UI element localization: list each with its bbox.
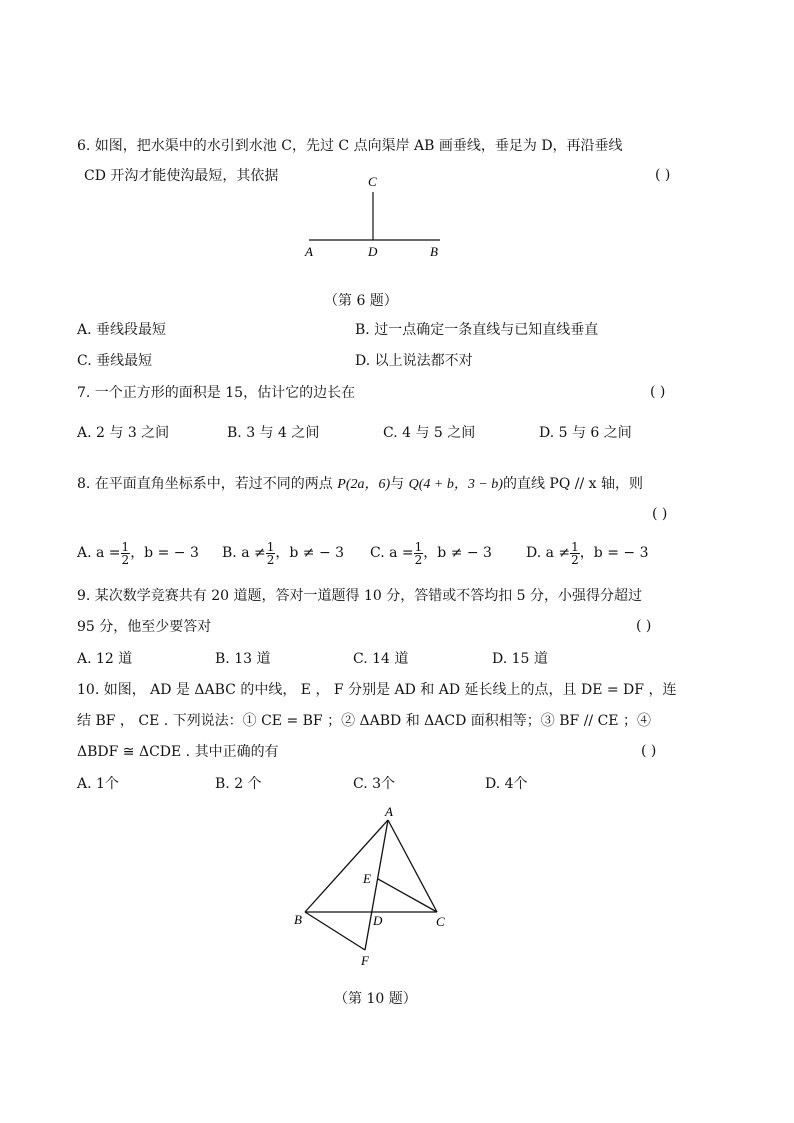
q9-stem-line2: 95 分，他至少要答对 (77, 619, 212, 635)
q7-stem: 7. 一个正方形的面积是 15，估计它的边长在 (77, 385, 356, 401)
q6-label-c: C (368, 174, 377, 189)
q10-label-e: E (363, 871, 371, 886)
q10-label-b: B (294, 912, 302, 927)
q8-option-b-fraction (266, 541, 276, 566)
q10-option-b: B. 2 个 (215, 776, 262, 792)
q9-option-c: C. 14 道 (353, 651, 409, 667)
q8-option-a-fraction (121, 541, 131, 566)
q8-option-b-post: ，b ≠ − 3 (275, 545, 345, 561)
fraction-denominator: 2 (414, 552, 423, 567)
q10-label-f: F (361, 953, 369, 968)
q6-caption: （第 6 题） (324, 293, 398, 309)
q8-stem (77, 475, 643, 494)
q10-stem-line2: 结 BF ， CE . 下列说法：① CE = BF ；② ΔABD 和 ΔACD 面积相等；③ BF // CE ；④ (77, 713, 651, 729)
q10-label-c: C (436, 914, 445, 929)
q10-segment-ab (305, 820, 388, 912)
q6-option-d: D. 以上说法都不对 (355, 353, 473, 369)
q8-option-d-pre: D. a ≠ (526, 545, 571, 561)
q8-option-b-pre: B. a ≠ (222, 545, 266, 561)
q10-stem-line1: 10. 如图， AD 是 ΔABC 的中线， E ， F 分别是 AD 和 AD 延长线上的点，且 DE = DF ，连 (77, 682, 677, 698)
q6-label-b: B (430, 244, 438, 259)
q10-caption: （第 10 题） (334, 991, 417, 1007)
q10-option-c: C. 3个 (353, 776, 396, 792)
q8-option-a-post: ，b = − 3 (130, 545, 199, 561)
fraction-numerator: 1 (266, 539, 275, 554)
q10-option-a: A. 1个 (77, 776, 119, 792)
q6-option-c: C. 垂线最短 (77, 353, 153, 369)
fraction-numerator: 1 (414, 539, 423, 554)
q8-option-a-pre: A. a = (77, 545, 121, 561)
fraction-numerator: 1 (571, 539, 579, 554)
q9-option-a: A. 12 道 (77, 651, 133, 667)
q8-point-q: Q(4 + b，3 − b) (408, 477, 503, 492)
q10-label-a: A (385, 804, 393, 819)
q8-option-c-fraction (414, 541, 424, 566)
q9-option-d: D. 15 道 (492, 651, 548, 667)
q8-option-c-pre: C. a = (370, 545, 414, 561)
q8-option-d-post: ，b = − 3 (579, 545, 649, 561)
q9-option-b: B. 13 道 (215, 651, 271, 667)
q9-stem-line1: 9. 某次数学竞赛共有 20 道题，答对一道题得 10 分，答错或不答均扣 5 分，小强得分超过 (77, 588, 643, 604)
q8-option-a (77, 538, 199, 568)
q8-stem-post: 的直线 PQ // x 轴，则 (502, 476, 643, 492)
q8-option-d (526, 538, 648, 568)
q8-option-c-post: ，b ≠ − 3 (423, 545, 492, 561)
q6-option-b: B. 过一点确定一条直线与已知直线垂直 (355, 322, 599, 338)
q8-point-p: P(2a，6) (337, 477, 391, 492)
q10-answer-paren: ( ) (641, 743, 657, 759)
q8-option-b (222, 538, 344, 568)
q8-stem-pre: 8. 在平面直角坐标系中，若过不同的两点 (77, 476, 338, 492)
fraction-numerator: 1 (121, 539, 130, 554)
fraction-denominator: 2 (121, 552, 130, 567)
q10-segment-bf (305, 912, 365, 950)
q7-option-d: D. 5 与 6 之间 (539, 425, 632, 441)
q7-option-a: A. 2 与 3 之间 (77, 425, 170, 441)
q6-figure (295, 170, 455, 265)
q10-label-d: D (373, 913, 383, 928)
q7-option-c: C. 4 与 5 之间 (383, 425, 476, 441)
fraction-denominator: 2 (571, 552, 579, 567)
q8-answer-paren: ( ) (652, 506, 668, 522)
q10-figure (285, 800, 465, 975)
q6-label-a: A (305, 244, 313, 259)
q9-answer-paren: ( ) (636, 618, 652, 634)
q8-option-d-fraction (570, 541, 580, 566)
fraction-denominator: 2 (266, 552, 275, 567)
q8-option-c (370, 538, 492, 568)
q10-stem-line3: ΔBDF ≅ ΔCDE . 其中正确的有 (77, 744, 279, 760)
q10-option-d: D. 4个 (485, 776, 528, 792)
q6-label-d: D (368, 244, 378, 259)
q6-option-a: A. 垂线段最短 (77, 322, 167, 338)
q6-stem-line2: CD 开沟才能使沟最短，其依据 (84, 168, 279, 184)
q7-option-b: B. 3 与 4 之间 (227, 425, 320, 441)
q6-stem-line1: 6. 如图，把水渠中的水引到水池 C，先过 C 点向渠岸 AB 画垂线，垂足为 D，再沿垂线 (77, 138, 623, 154)
q6-answer-paren: ( ) (655, 167, 671, 183)
q8-stem-mid: 与 (390, 476, 409, 492)
q7-answer-paren: ( ) (650, 384, 666, 400)
